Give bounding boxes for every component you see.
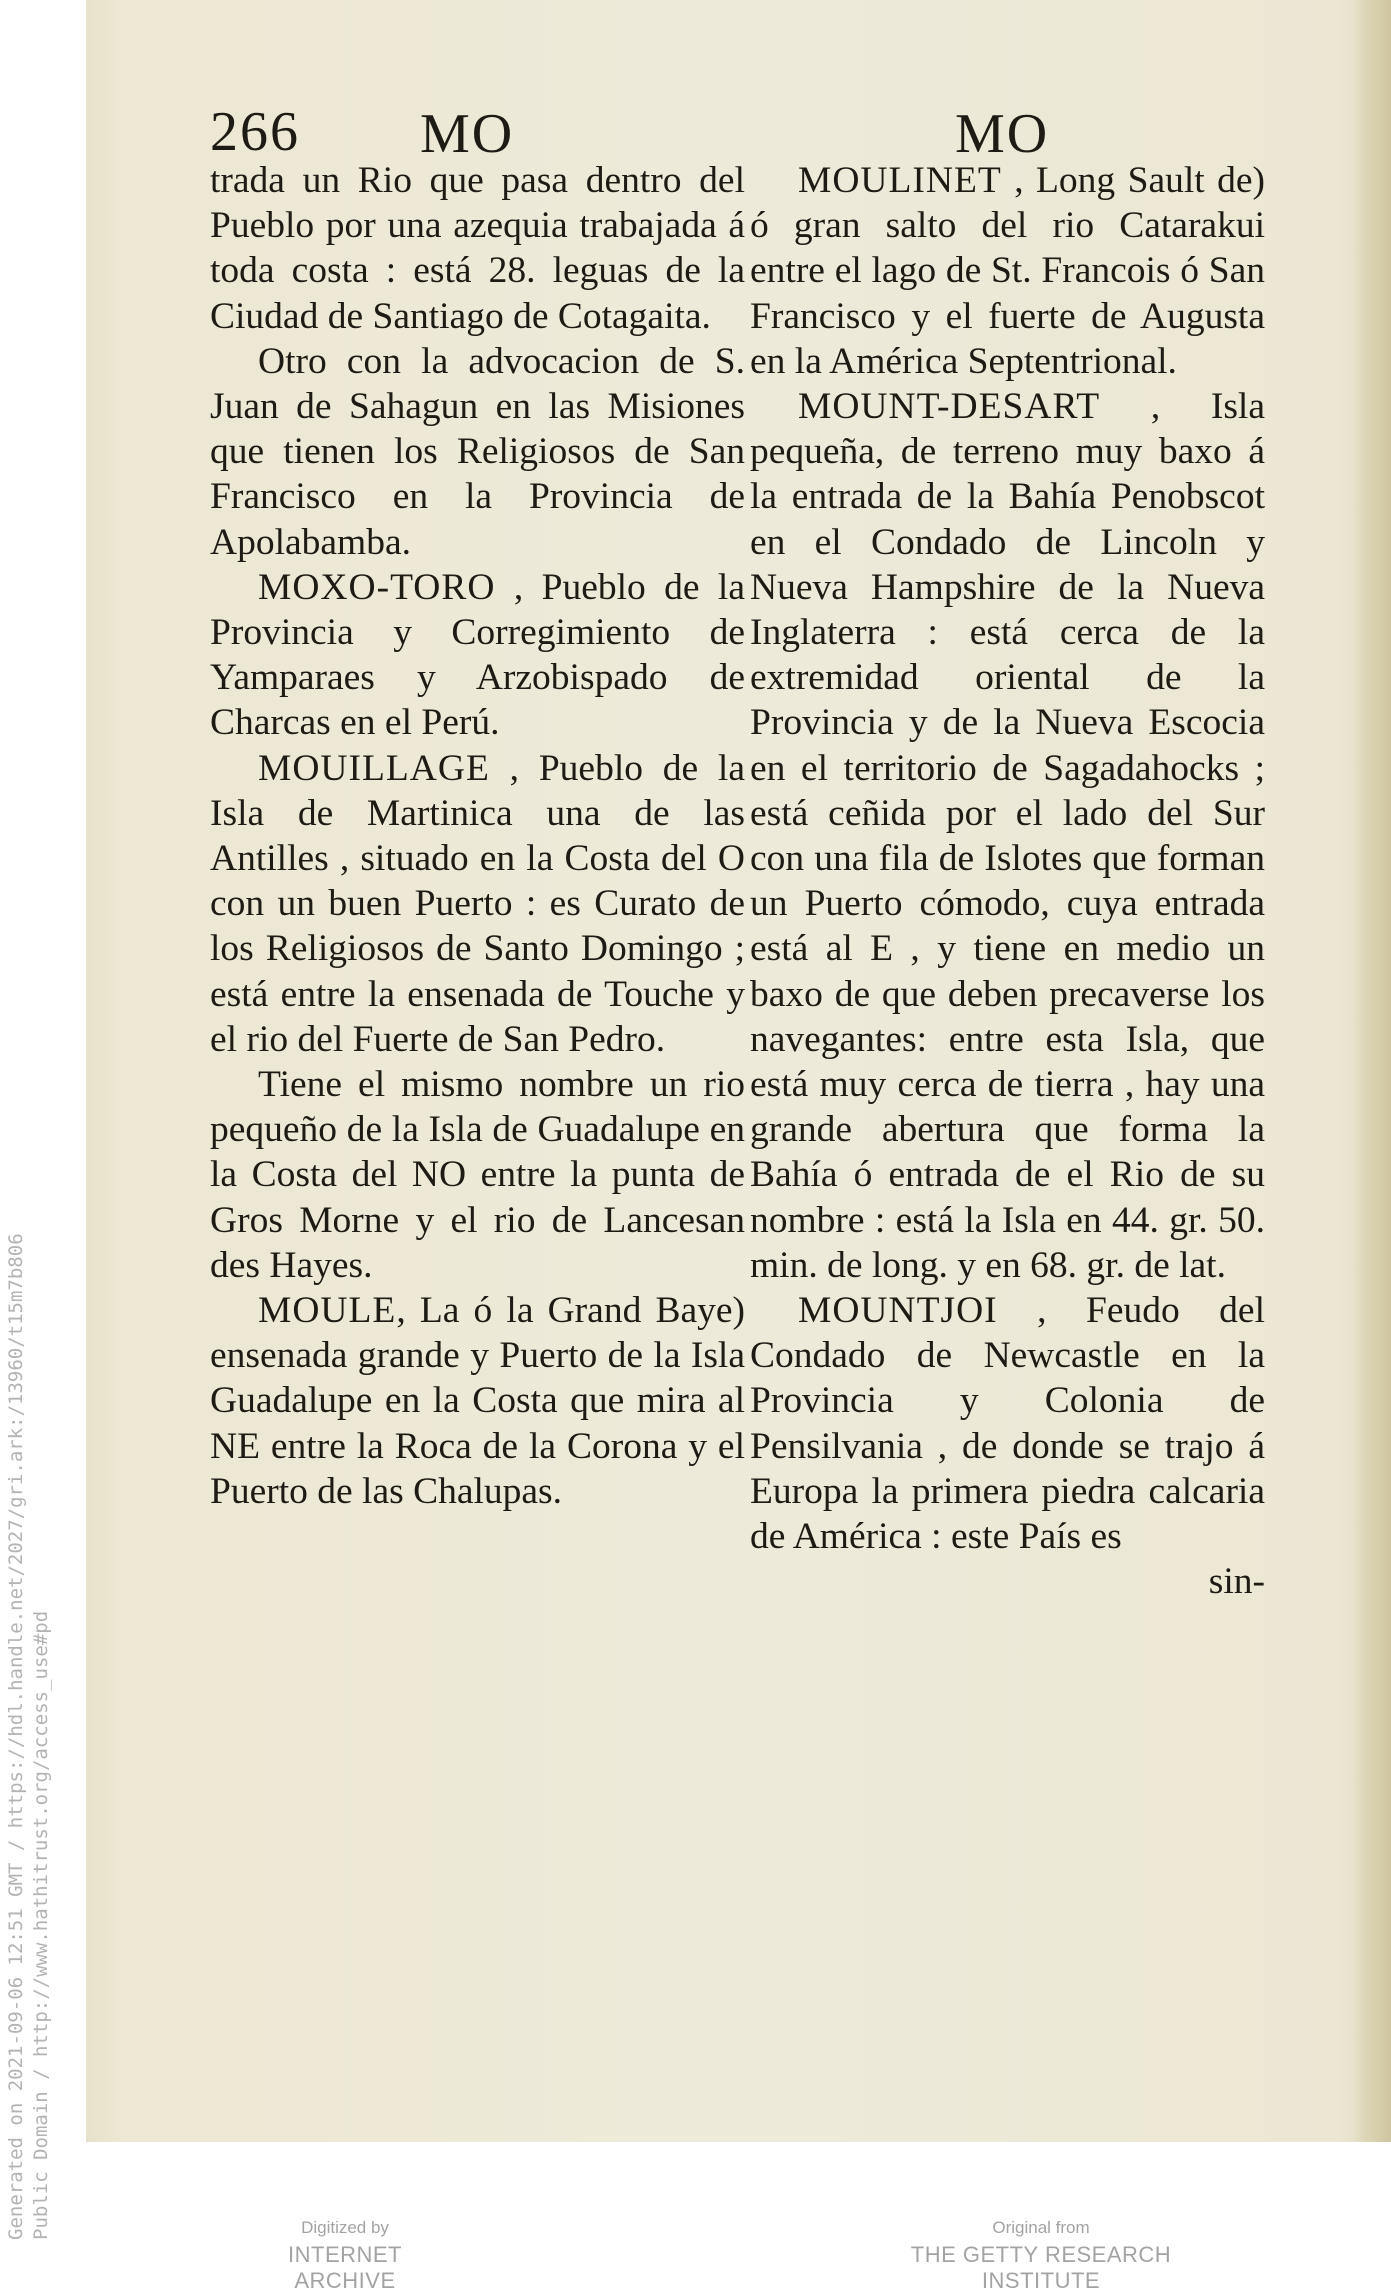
footer-original-from	[858, 2218, 1224, 2294]
entry-text: , Pueblo de la Isla de Martinica una de las Antilles , situado en la Costa del O con un buen Puerto : es Curato de los Religiosos de Santo Domingo ; está entre la ensenada de Touche y el rio del Fuerte de San Pedro.	[210, 747, 745, 1060]
entry-text: , Pueblo de la Provincia y Corregimiento de Yamparaes y Arzobispado de Charcas en el Perú.	[210, 566, 745, 744]
entry-paragraph	[210, 158, 745, 339]
left-column	[210, 158, 745, 1514]
entry-text: , La ó la Grand Baye) ensenada grande y Puerto de la Isla Guadalupe en la Costa que mira al NE entre la Roca de la Corona y el Puerto de las Chalupas.	[210, 1290, 745, 1512]
entry-headword: MOUNT-DESART	[798, 386, 1101, 428]
footer-digitizer-name: INTERNET ARCHIVE	[288, 2242, 402, 2293]
entry-paragraph	[750, 1288, 1265, 1559]
entry-text: Otro con la advocacion de S. Juan de Sahagun en las Misiones que tienen los Religiosos de San Francisco en la Provincia de Apolabamba.	[210, 340, 745, 563]
entry-text: , Feudo del Condado de Newcastle en la Provincia y Colonia de Pensilvania , de donde se trajo á Europa la primera piedra calcaria de América : este País es	[750, 1290, 1265, 1558]
entry-text: , Long Sault de) ó gran salto del rio Catarakui entre el lago de St. Francois ó San Francisco y el fuerte de Augusta en la América Septentrional.	[750, 160, 1265, 382]
page-number: 266	[210, 101, 300, 163]
entry-paragraph	[210, 1062, 745, 1288]
entry-paragraph	[750, 384, 1265, 1288]
catchword: sin-	[1208, 1561, 1265, 1603]
watermark-line-1: Generated on 2021-09-06 12:51 GMT / https://hdl.handle.net/2027/gri.ark:/13960/t15m7b806	[5, 1233, 27, 2240]
entry-paragraph	[750, 158, 1265, 384]
entry-text: , Isla pequeña, de terreno muy baxo á la entrada de la Bahía Penobscot en el Condado de Lincoln y Nueva Hampshire de la Nueva Inglaterra : está cerca de la extremidad oriental de la Provincia y de la Nueva Escocia en el territorio de Sagadahocks ; está ceñida por el lado del Sur con una fila de Islotes que forman un Puerto cómodo, cuya entrada está al E , y tiene en medio un baxo de que deben precaverse los navegantes: entre esta Isla, que está muy cerca de tierra , hay una grande abertura que forma la Bahía ó entrada de el Rio de su nombre : está la Isla en 44. gr. 50. min. de long. y en 68. gr. de lat.	[750, 386, 1265, 1286]
entry-text: trada un Rio que pasa dentro del Pueblo por una azequia trabajada á toda costa : está 28. leguas de la Ciudad de Santiago de Cotagaita.	[210, 160, 745, 337]
running-head-right: MO	[955, 103, 1050, 165]
footer-digitized-label: Digitized by	[301, 2218, 389, 2237]
entry-paragraph	[210, 746, 745, 1062]
page-edge-shadow	[1353, 0, 1391, 2142]
right-column	[750, 158, 1265, 1605]
entry-paragraph	[210, 565, 745, 746]
watermark-line-2: Public Domain / http://www.hathitrust.org/access_use#pd	[30, 1610, 52, 2240]
running-head-left: MO	[420, 103, 515, 165]
hathitrust-watermark	[4, 1233, 54, 2240]
entry-headword: MOULE	[258, 1290, 397, 1332]
entry-headword: MOULINET	[798, 160, 1002, 201]
footer-digitized-by	[240, 2218, 450, 2294]
footer-original-label: Original from	[992, 2218, 1090, 2237]
entry-paragraph	[210, 1288, 745, 1514]
entry-paragraph	[210, 339, 745, 565]
footer-original-source: THE GETTY RESEARCH INSTITUTE	[910, 2242, 1172, 2293]
entry-text: Tiene el mismo nombre un rio pequeño de la Isla de Guadalupe en la Costa del NO entre la punta de Gros Morne y el rio de Lancesan des Hayes.	[210, 1064, 745, 1286]
entry-headword: MOXO-TORO	[258, 566, 496, 608]
entry-headword: MOUNTJOI	[798, 1290, 998, 1332]
entry-headword: MOUILLAGE	[258, 747, 490, 789]
